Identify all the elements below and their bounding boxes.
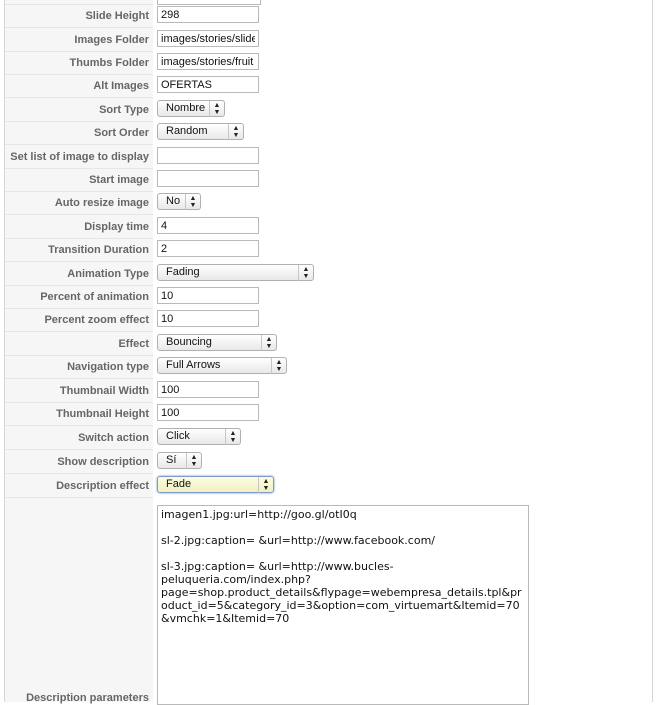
param-label: Auto resize image xyxy=(5,192,153,215)
param-row-description-effect xyxy=(5,475,651,498)
show-description-select[interactable]: Sí ▲ ▼ xyxy=(157,452,202,469)
param-label: Sort Type xyxy=(5,99,153,122)
param-row-sort-type xyxy=(5,99,651,122)
param-label: Percent zoom effect xyxy=(5,309,153,332)
param-row-display-time xyxy=(5,216,651,239)
param-label: Slide Height xyxy=(5,5,153,28)
param-row-thumbnail-height xyxy=(5,403,651,426)
param-row-show-description xyxy=(5,451,651,474)
thumbnail-height-input[interactable] xyxy=(157,404,259,421)
percent-animation-input[interactable] xyxy=(157,287,259,304)
images-folder-input[interactable] xyxy=(157,30,259,47)
switch-action-select[interactable]: Click ▲ ▼ xyxy=(157,428,241,445)
auto-resize-select[interactable]: No ▲ ▼ xyxy=(157,193,201,210)
param-label: Alt Images xyxy=(5,75,153,98)
description-effect-select[interactable]: Fade ▲ ▼ xyxy=(157,476,274,493)
updown-arrows-icon: ▲ ▼ xyxy=(209,101,224,117)
param-row-sort-order xyxy=(5,122,651,145)
thumbnail-width-input[interactable] xyxy=(157,381,259,398)
alt-images-input[interactable] xyxy=(157,76,259,93)
updown-arrows-icon: ▲ ▼ xyxy=(271,358,286,374)
param-row-effect xyxy=(5,333,651,356)
param-label: Switch action xyxy=(5,427,153,450)
transition-duration-input[interactable] xyxy=(157,240,259,257)
param-row-thumbnail-width xyxy=(5,380,651,403)
param-label: Animation Type xyxy=(5,263,153,286)
updown-arrows-icon: ▲ ▼ xyxy=(261,335,276,351)
navigation-type-select[interactable]: Full Arrows ▲ ▼ xyxy=(157,357,287,374)
sort-order-select[interactable]: Random ▲ ▼ xyxy=(157,123,244,140)
param-row-navigation-type xyxy=(5,356,651,379)
param-row-thumbs-folder xyxy=(5,52,651,75)
param-label: Display time xyxy=(5,216,153,239)
param-label: Effect xyxy=(5,333,153,356)
param-label: Start image xyxy=(5,169,153,192)
percent-zoom-input[interactable] xyxy=(157,310,259,327)
param-label: Navigation type xyxy=(5,356,153,379)
param-label: Thumbnail Width xyxy=(5,380,153,403)
param-label: Percent of animation xyxy=(5,286,153,309)
param-label: Thumbs Folder xyxy=(5,52,153,75)
updown-arrows-icon: ▲ ▼ xyxy=(185,194,200,210)
sort-type-select[interactable]: Nombre ▲ ▼ xyxy=(157,100,225,117)
effect-select[interactable]: Bouncing ▲ ▼ xyxy=(157,334,277,351)
param-row-percent-animation xyxy=(5,286,651,309)
param-label: Description effect xyxy=(5,475,153,498)
param-row-switch-action xyxy=(5,427,651,450)
param-row-images-folder xyxy=(5,29,651,52)
animation-type-select[interactable]: Fading ▲ ▼ xyxy=(157,264,314,281)
thumbs-folder-input[interactable] xyxy=(157,53,259,70)
param-label: Show description xyxy=(5,451,153,474)
description-parameters-textarea[interactable]: imagen1.jpg:url=http://goo.gl/otI0q sl-2.jpg:caption= &url=http://www.facebook.com/ sl-3.jpg:caption= &url=http://www.bucles- peluqueria.com/index.php? page=shop.product_details&flypage=webempresa_details.tpl&product_id=5&category_id=3&option=com_virtuemart&Itemid=70&vmchk=1&Itemid=70 xyxy=(157,505,529,705)
param-label: Sort Order xyxy=(5,122,153,145)
start-image-input[interactable] xyxy=(157,170,259,187)
slide-height-input[interactable] xyxy=(157,6,259,23)
description-parameters-label: Description parameters xyxy=(26,692,149,704)
param-row-slide-height xyxy=(5,5,651,28)
updown-arrows-icon: ▲ ▼ xyxy=(186,453,201,469)
param-row-alt-images xyxy=(5,75,651,98)
param-row-transition-duration xyxy=(5,239,651,262)
param-row-animation-type xyxy=(5,263,651,286)
param-label: Images Folder xyxy=(5,29,153,52)
updown-arrows-icon: ▲ ▼ xyxy=(298,265,313,281)
param-label: Transition Duration xyxy=(5,239,153,262)
updown-arrows-icon: ▲ ▼ xyxy=(228,124,243,140)
param-row-start-image xyxy=(5,169,651,192)
param-label: Set list of image to display xyxy=(5,146,153,169)
updown-arrows-icon: ▲ ▼ xyxy=(258,477,273,493)
param-row-percent-zoom xyxy=(5,309,651,332)
param-row-auto-resize xyxy=(5,192,651,215)
param-label: Thumbnail Height xyxy=(5,403,153,426)
image-list-input[interactable] xyxy=(157,147,259,164)
display-time-input[interactable] xyxy=(157,217,259,234)
updown-arrows-icon: ▲ ▼ xyxy=(225,429,240,445)
param-row-image-list xyxy=(5,146,651,169)
